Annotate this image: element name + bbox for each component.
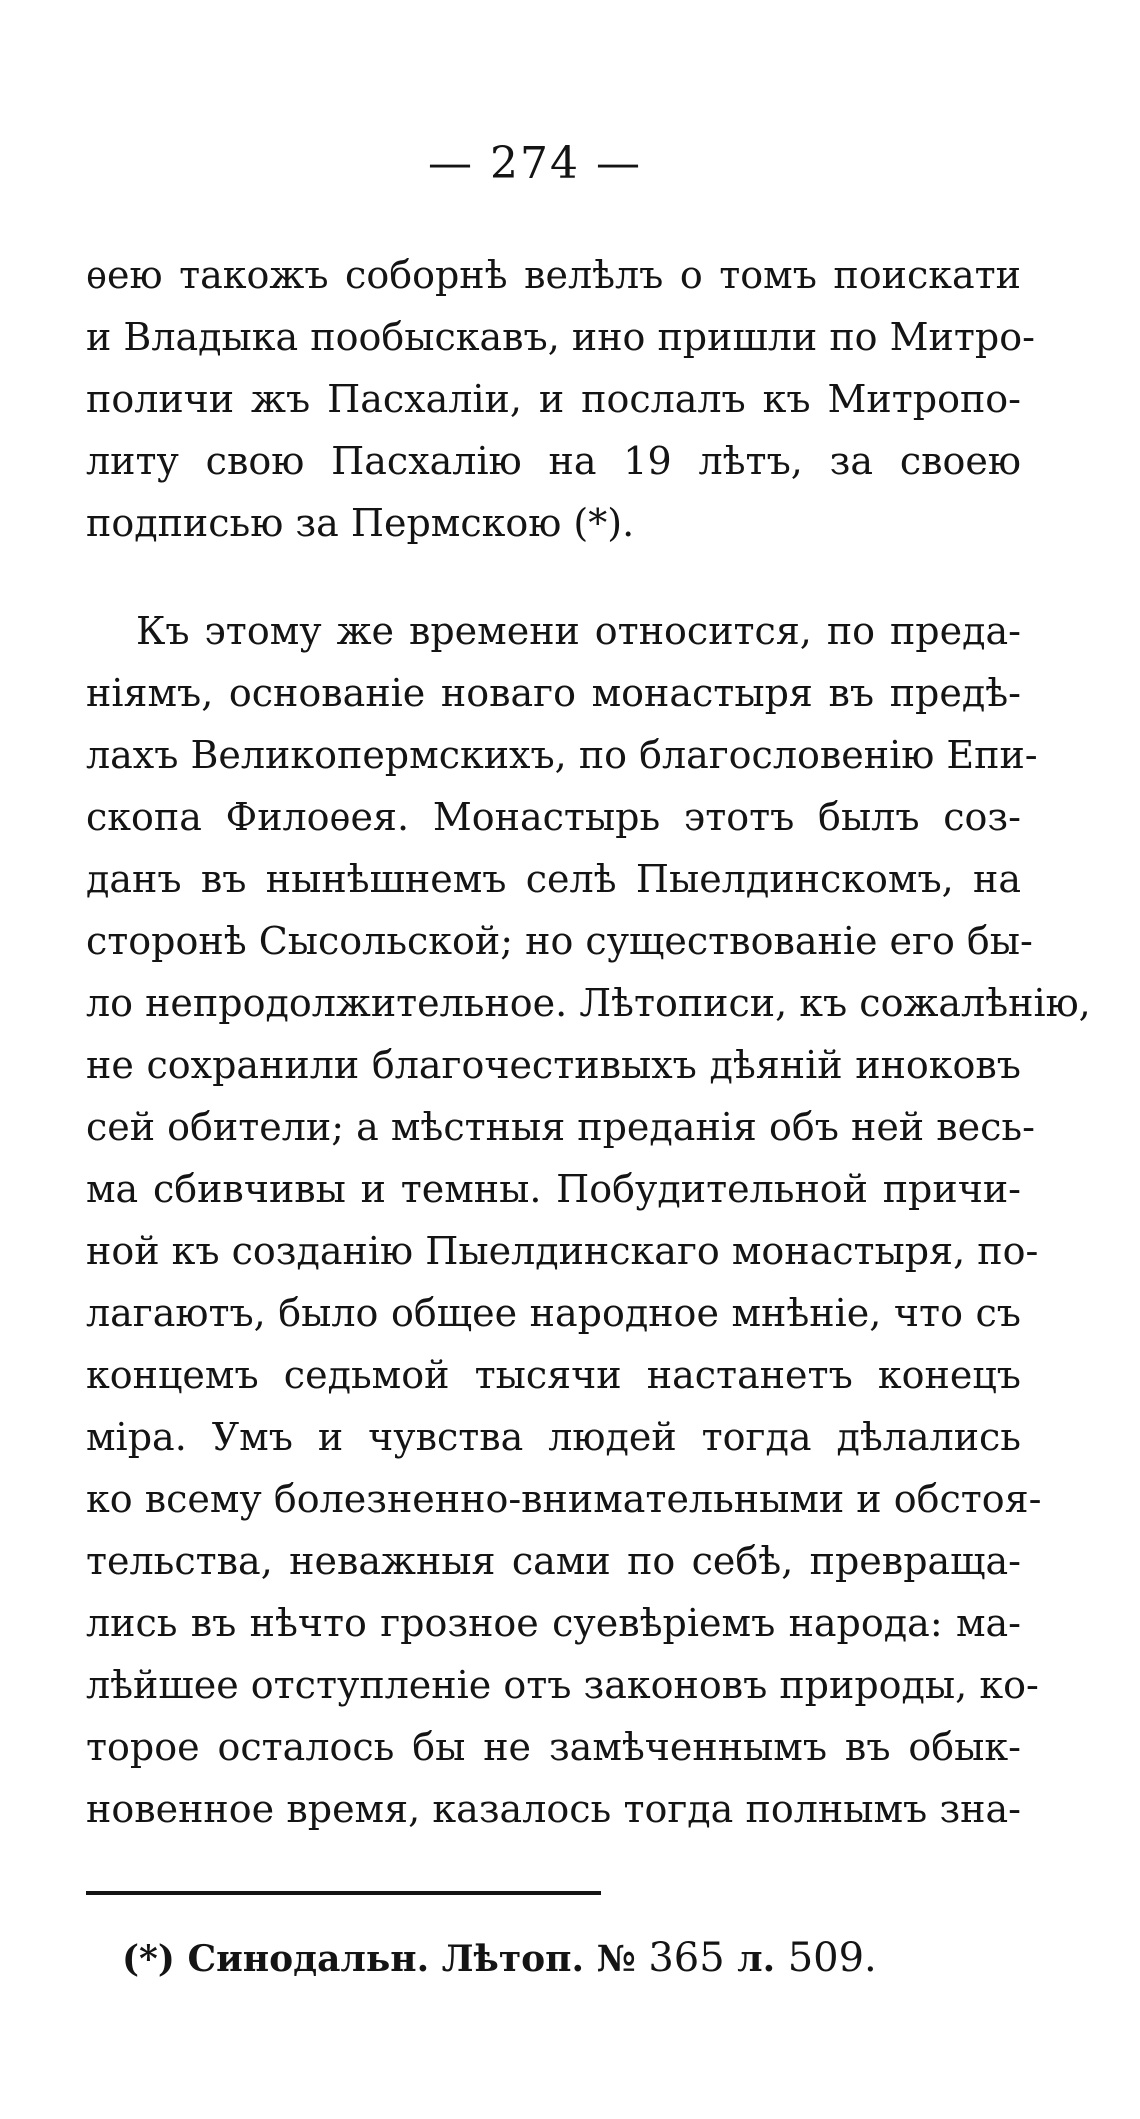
text-line: сторонѣ Сысольской; но существованіе его бы- xyxy=(86,919,1033,963)
text-line: данъ въ нынѣшнемъ селѣ Пыелдинскомъ, на xyxy=(86,857,1021,901)
text-line: скопа Филоѳея. Монастырь этотъ былъ соз- xyxy=(86,795,1021,839)
text-line: Къ этому же времени относится, по преда- xyxy=(136,609,1021,653)
text-line: ло непродолжительное. Лѣтописи, къ сожалѣнію, xyxy=(86,981,1091,1025)
text-line: и Владыка пообыскавъ, ино пришли по Митро- xyxy=(86,315,1035,359)
text-line: ко всему болезненно-внимательными и обстоя- xyxy=(86,1477,1042,1521)
text-line: міра. Умъ и чувства людей тогда дѣлались xyxy=(86,1415,1021,1459)
text-line: ма сбивчивы и темны. Побудительной причи- xyxy=(86,1167,1021,1211)
footnote-leaf-number: 509. xyxy=(787,1935,877,1981)
footnote-number-sign: № xyxy=(596,1938,636,1980)
text-line: сей обители; а мѣстныя преданія объ ней весь- xyxy=(86,1105,1035,1149)
paragraph-2 xyxy=(86,600,1091,1840)
text-line: тельства, неважныя сами по себѣ, превраща- xyxy=(86,1539,1021,1583)
text-line: лагаютъ, было общее народное мнѣніе, что съ xyxy=(86,1291,1021,1335)
text-line: новенное время, казалось тогда полнымъ зна- xyxy=(86,1787,1021,1831)
page-number: — 274 — xyxy=(428,138,642,189)
footnote-source: Синодальн. Лѣтоп. xyxy=(187,1938,585,1980)
text-line: не сохранили благочестивыхъ дѣяній иноковъ xyxy=(86,1043,1021,1087)
text-line: концемъ седьмой тысячи настанетъ конецъ xyxy=(86,1353,1021,1397)
footnote xyxy=(122,1935,877,1981)
text-line: подписью за Пермскою (*). xyxy=(86,501,635,545)
text-line: литу свою Пасхалію на 19 лѣтъ, за своею xyxy=(86,439,1021,483)
footnote-marker: (*) xyxy=(122,1938,175,1980)
footnote-volume-number: 365 xyxy=(648,1935,725,1981)
text-line: ной къ созданію Пыелдинскаго монастыря, по- xyxy=(86,1229,1039,1273)
text-line: торое осталось бы не замѣченнымъ въ обык- xyxy=(86,1725,1021,1769)
text-line: ніямъ, основаніе новаго монастыря въ предѣ- xyxy=(86,671,1021,715)
footnote-divider xyxy=(86,1891,601,1895)
text-line: лахъ Великопермскихъ, по благословенію Епи- xyxy=(86,733,1038,777)
paragraph-1 xyxy=(86,244,1035,554)
footnote-leaf-label: л. xyxy=(737,1938,776,1980)
text-line: лись въ нѣчто грозное суевѣріемъ народа: ма- xyxy=(86,1601,1021,1645)
text-line: ѳею такожъ соборнѣ велѣлъ о томъ поискати xyxy=(86,253,1021,297)
text-line: лѣйшее отступленіе отъ законовъ природы, ко- xyxy=(86,1663,1039,1707)
text-line: поличи жъ Пасхаліи, и послалъ къ Митропо- xyxy=(86,377,1021,421)
